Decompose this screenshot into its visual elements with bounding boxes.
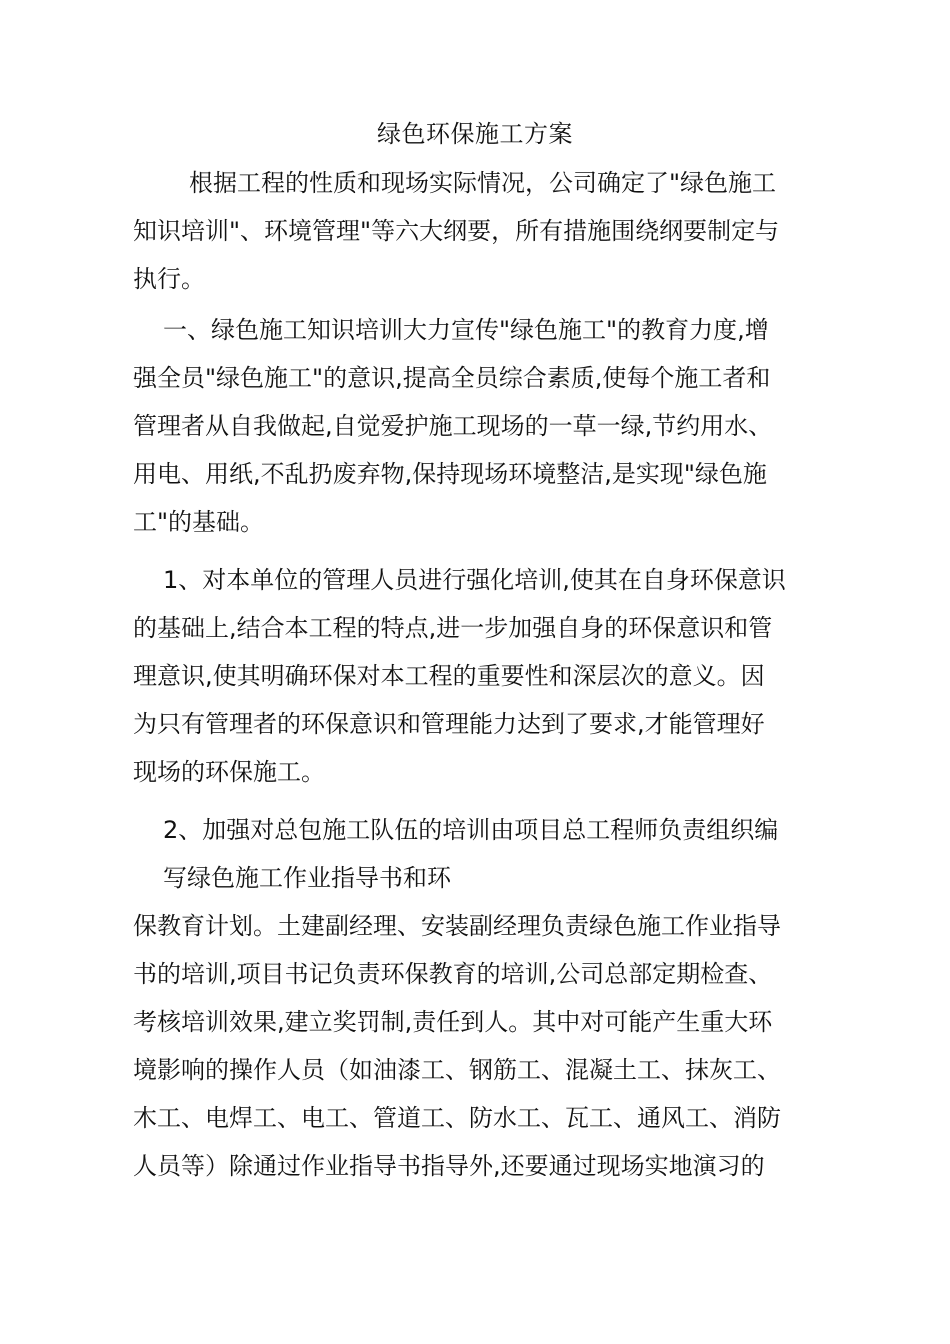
text-line: 考核培训效果,建立奖罚制,责任到人。其中对可能产生重大环 <box>133 1008 773 1036</box>
text-line: 现场的环保施工。 <box>133 758 325 786</box>
document-title: 绿色环保施工方案 <box>377 120 573 148</box>
text-line: 管理者从自我做起,自觉爱护施工现场的一草一绿,节约用水、 <box>133 412 773 440</box>
text-line: 写绿色施工作业指导书和环 <box>163 864 451 892</box>
text-line: 根据工程的性质和现场实际情况，公司确定了"绿色施工 <box>189 169 777 197</box>
paragraph-section-1 <box>133 306 833 546</box>
text-line: 理意识,使其明确环保对本工程的重要性和深层次的意义。因 <box>133 662 765 690</box>
text-line: 执行。 <box>133 265 205 293</box>
text-line: 人员等）除通过作业指导书指导外,还要通过现场实地演习的 <box>133 1152 765 1180</box>
text-line: 1、对本单位的管理人员进行强化培训,使其在自身环保意识 <box>163 566 786 594</box>
text-line: 知识培训"、环境管理"等六大纲要，所有措施围绕纲要制定与 <box>133 217 780 245</box>
text-line: 工"的基础。 <box>133 508 265 536</box>
text-line: 保教育计划。土建副经理、安装副经理负责绿色施工作业指导 <box>133 912 781 940</box>
text-line: 书的培训,项目书记负责环保教育的培训,公司总部定期检查、 <box>133 960 773 988</box>
text-line: 木工、电焊工、电工、管道工、防水工、瓦工、通风工、消防 <box>133 1104 781 1132</box>
text-line: 一、绿色施工知识培训大力宣传"绿色施工"的教育力度,增 <box>163 316 769 344</box>
text-line: 的基础上,结合本工程的特点,进一步加强自身的环保意识和管 <box>133 614 773 642</box>
text-line: 境影响的操作人员（如油漆工、钢筋工、混凝土工、抹灰工、 <box>133 1056 781 1084</box>
text-line: 2、加强对总包施工队伍的培训由项目总工程师负责组织编 <box>163 816 779 844</box>
paragraph-intro <box>133 159 833 303</box>
text-line: 为只有管理者的环保意识和管理能力达到了要求,才能管理好 <box>133 710 765 738</box>
text-line: 用电、用纸,不乱扔废弃物,保持现场环境整洁,是实现"绿色施 <box>133 460 767 488</box>
paragraph-item-2-body <box>133 902 833 1190</box>
paragraph-item-1 <box>133 556 833 796</box>
paragraph-item-2-head <box>133 806 833 902</box>
text-line: 强全员"绿色施工"的意识,提高全员综合素质,使每个施工者和 <box>133 364 771 392</box>
